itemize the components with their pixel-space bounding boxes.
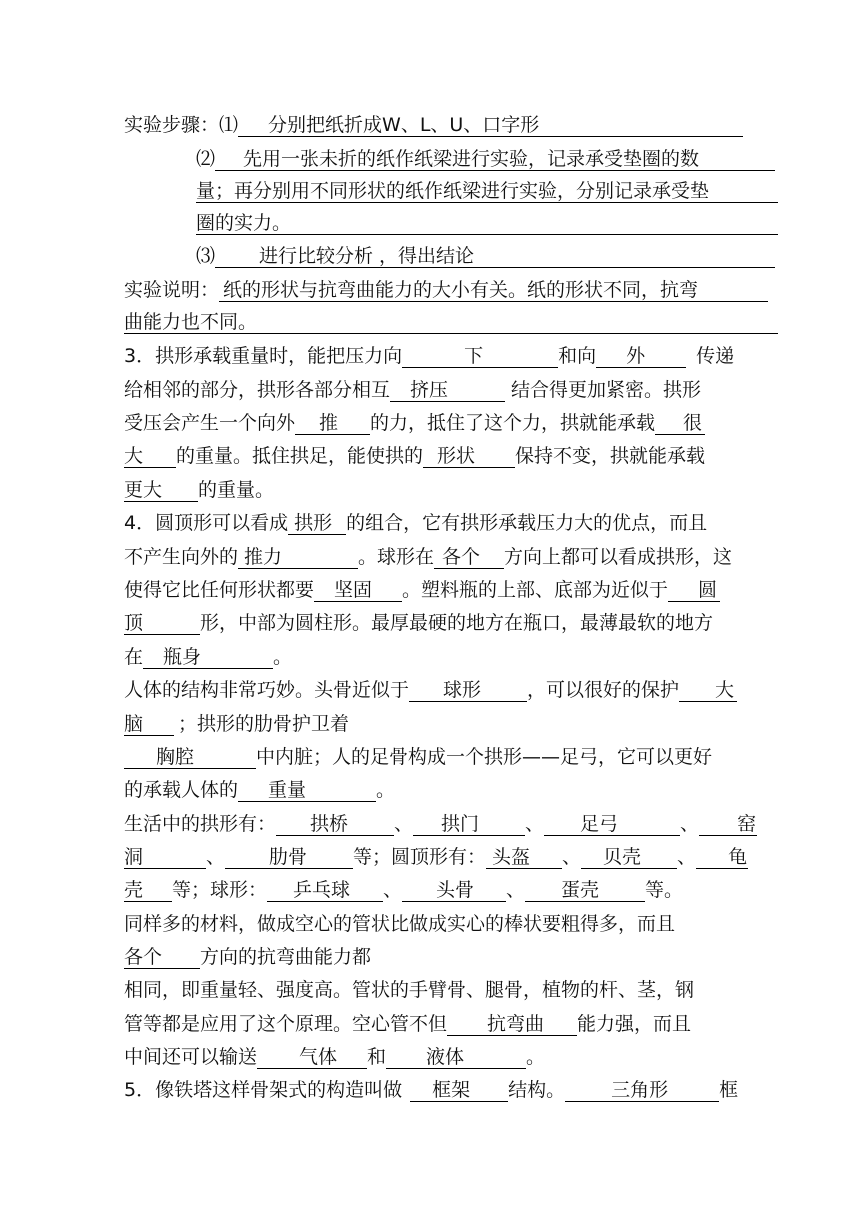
life-text-4: 等。 [645,879,684,901]
tube-line-5 [124,1044,545,1070]
q3-line-2 [124,377,701,403]
step-2-number: ⑵ [196,148,216,170]
q3-text-1: 3．拱形承载重量时，能把压力向 [124,345,403,367]
q3-answer-3: 挤压 [390,379,505,402]
q3-line-3 [124,410,705,436]
step-2-answer-b: 量；再分别用不同形状的纸作纸梁进行实验，分别记录承受垫 [196,180,778,203]
note-line-b [124,309,778,335]
step-3-line [196,243,775,269]
body-text-6: 。 [376,779,396,801]
tube-text-1: 同样多的材料，做成空心的管状比做成实心的棒状要粗得多，而且 [124,913,676,935]
q4-line-2 [124,544,732,570]
body-text-4: 中内脏；人的足骨构成一个拱形——足弓，它可以更好 [256,746,713,768]
q4-line-4 [124,610,713,636]
q5-text-1: 5．像铁塔这样骨架式的构造叫做 [124,1079,403,1101]
q4-text-9: 在 [124,646,144,668]
q4-answer-6: 瓶身 [143,646,273,669]
life-sep-1: 、 [394,813,414,835]
q3-answer-5b: 大 [124,445,176,468]
q3-text-3: 传递 [696,345,735,367]
step-3-answer: 进行比较分析 ，得出结论 [215,245,775,268]
note-answer-b: 曲能力也不同。 [124,311,778,334]
life-text-1: 生活中的拱形有： [124,813,277,835]
body-text-2: ，可以很好的保护 [527,679,680,701]
life-answer-7: 贝壳 [581,846,677,869]
life-answer-11: 蛋壳 [525,879,645,902]
tube-line-4 [124,1011,691,1037]
life-answer-1: 拱桥 [276,813,394,836]
q4-answer-1: 拱形 [288,512,346,535]
body-answer-2a: 大 [679,679,737,702]
q3-line-1 [124,343,734,369]
life-line-2 [124,844,748,870]
life-sep-7: 、 [383,879,403,901]
q3-text-10: 的重量。 [198,479,275,501]
q3-answer-5a: 很 [655,412,705,435]
life-answer-8b: 壳 [124,879,172,902]
tube-answer-4: 液体 [386,1046,526,1069]
q4-answer-2: 推力 [238,546,358,569]
q3-text-2: 和向 [558,345,597,367]
body-text-5: 的承载人体的 [124,779,239,801]
tube-line-2 [124,944,371,970]
life-answer-8a: 龟 [696,846,748,869]
q3-text-9: 保持不变，拱就能承载 [515,445,706,467]
q3-text-7: 的力，抵住了这个力，拱就能承载 [370,412,656,434]
life-answer-2: 拱门 [413,813,525,836]
tube-answer-3: 气体 [257,1046,367,1069]
q4-text-5: 方向上都可以看成拱形，这 [504,546,733,568]
life-sep-4: 、 [206,846,226,868]
q4-line-1 [124,510,707,536]
q4-text-10: 。 [273,646,293,668]
q3-answer-6: 形状 [423,445,515,468]
q5-text-3: 框 [719,1079,739,1101]
q3-line-5 [124,477,274,503]
q4-text-3: 不产生向外的 [124,546,239,568]
step-1-answer: 分别把纸折成W、L、U、口字形 [238,114,743,137]
body-line-4 [124,777,395,803]
tube-text-2: 方向的抗弯曲能力都 [200,946,372,968]
q4-text-2: 的组合，它有拱形承载压力大的优点，而且 [346,512,708,534]
life-text-2: 等；圆顶形有： [353,846,487,868]
tube-answer-1: 各个 [124,946,200,969]
body-line-2 [124,711,349,737]
life-sep-6: 、 [677,846,697,868]
body-answer-1: 球形 [409,679,527,702]
note-label: 实验说明： [124,279,220,301]
step-1-line [124,112,743,138]
note-line-a [124,277,768,303]
life-answer-4b: 洞 [124,846,206,869]
life-sep-8: 、 [506,879,526,901]
step-1-number: ⑴ [219,114,239,136]
body-line-1 [124,677,737,703]
q4-answer-3: 各个 [434,546,504,569]
step-2-answer-a: 先用一张未折的纸作纸梁进行实验，记录承受垫圈的数 [215,148,775,171]
tube-text-4: 管等都是应用了这个原理。空心管不但 [124,1013,448,1035]
tube-answer-2: 抗弯曲 [447,1013,577,1036]
q5-answer-2: 三角形 [565,1079,719,1102]
q3-answer-4: 推 [295,412,370,435]
q3-text-6: 受压会产生一个向外 [124,412,296,434]
q4-answer-4: 坚固 [314,579,402,602]
tube-line-3 [124,977,694,1003]
q3-text-5: 结合得更加紧密。拱形 [511,379,702,401]
note-answer-a: 纸的形状与抗弯曲能力的大小有关。纸的形状不同，抗弯 [219,279,768,302]
body-line-3 [124,744,712,770]
life-line-3 [124,877,683,903]
q5-line-1 [124,1077,738,1103]
step-2-line-a [196,146,775,172]
step-2-line-c [196,210,778,236]
q3-line-4 [124,443,705,469]
tube-line-1 [124,911,675,937]
q4-answer-5a: 圆 [668,579,720,602]
q4-text-7: 。塑料瓶的上部、底部为近似于 [402,579,669,601]
step-2-line-b [196,178,778,204]
life-answer-5: 肋骨 [225,846,353,869]
tube-text-5: 能力强，而且 [577,1013,692,1035]
tube-text-8: 。 [526,1046,546,1068]
q3-text-4: 给相邻的部分，拱形各部分相互 [124,379,391,401]
tube-text-3: 相同，即重量轻、强度高。管状的手臂骨、腿骨，植物的杆、茎，钢 [124,979,695,1001]
step-3-number: ⑶ [196,245,216,267]
steps-label: 实验步骤： [124,114,220,136]
q4-line-3 [124,577,720,603]
q4-line-5 [124,644,292,670]
body-answer-3: 胸腔 [124,746,256,769]
life-sep-3: 、 [680,813,700,835]
q5-text-2: 结构。 [508,1079,566,1101]
life-answer-9: 乒乓球 [267,879,383,902]
q3-text-8: 的重量。抵住拱足，能使拱的 [176,445,424,467]
body-answer-2b: 脑 [124,713,174,736]
q4-text-1: 4．圆顶形可以看成 [124,512,289,534]
tube-text-7: 和 [367,1046,387,1068]
q4-text-4: 。球形在 [358,546,435,568]
body-text-1: 人体的结构非常巧妙。头骨近似于 [124,679,410,701]
q5-answer-1: 框架 [410,1079,508,1102]
life-answer-4a: 窑 [699,813,757,836]
step-2-answer-c: 圈的实力。 [196,212,778,235]
body-answer-4: 重量 [238,779,376,802]
life-sep-5: 、 [562,846,582,868]
q3-answer-7: 更大 [124,479,198,502]
life-line-1 [124,811,757,837]
life-sep-2: 、 [525,813,545,835]
q3-answer-2: 外 [596,345,686,368]
tube-text-6: 中间还可以输送 [124,1046,258,1068]
life-answer-3: 足弓 [544,813,680,836]
life-answer-6: 头盔 [486,846,562,869]
q4-text-6: 使得它比任何形状都要 [124,579,315,601]
life-text-3: 等；球形： [172,879,268,901]
q4-text-8: 形，中部为圆柱形。最厚最硬的地方在瓶口，最薄最软的地方 [200,612,714,634]
life-answer-10: 头骨 [402,879,506,902]
q4-answer-5b: 顶 [124,612,200,635]
body-text-3: ；拱形的肋骨护卫着 [178,713,350,735]
q3-answer-1: 下 [402,345,558,368]
